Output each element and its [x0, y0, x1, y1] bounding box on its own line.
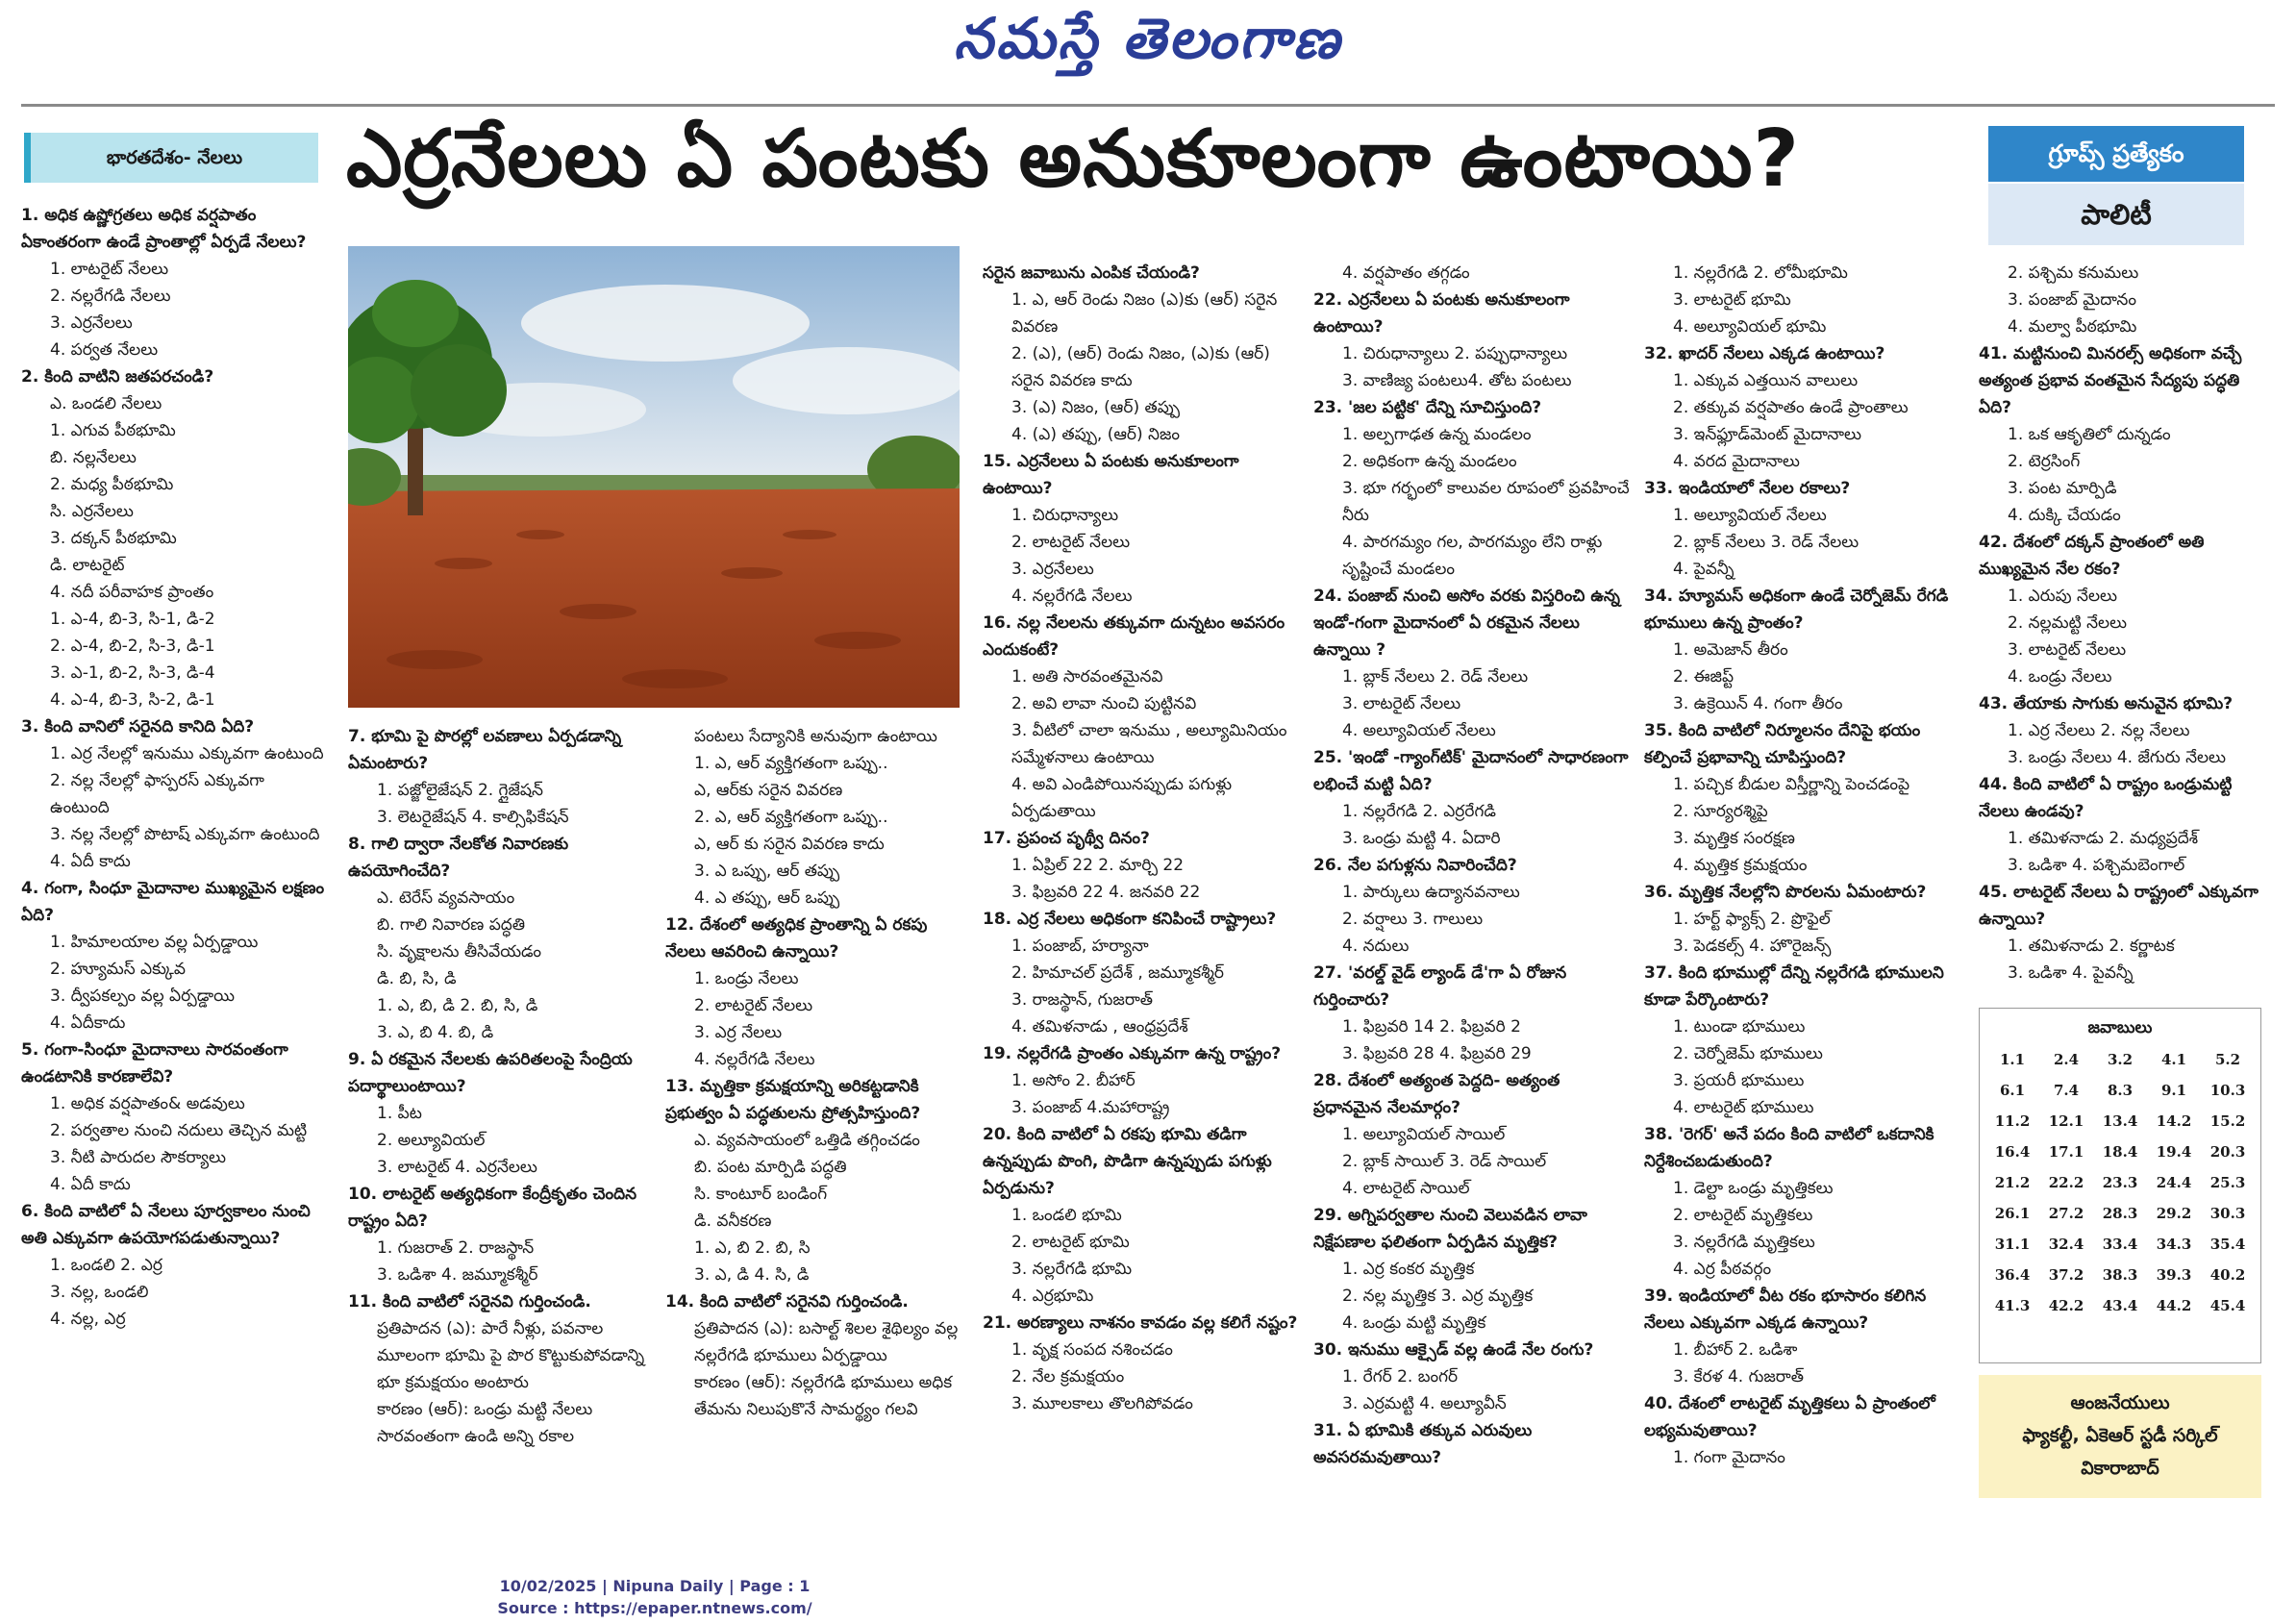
option-text: 1. ఒండలి 2. ఎర్ర: [50, 1256, 162, 1275]
answer-cell: 44.2: [2156, 1297, 2192, 1314]
option-text: 2. తక్కువ వర్షపాతం ఉండే ప్రాంతాలు: [1673, 398, 1909, 417]
option-text: 3. నల్లరేగడి భూమి: [1011, 1260, 1133, 1279]
option-text: 3. లాటరైట్ నేలలు: [2008, 640, 2127, 660]
column-7: [1979, 260, 2267, 1000]
answer-key: [1979, 1008, 2261, 1363]
question-text: 9. ఏ రకమైన నేలలకు ఉపరితలంపై సేంద్రియ పదార్థాలుంటాయి?: [348, 1050, 633, 1096]
option-text: 1. లాటరైట్ నేలలు: [50, 260, 169, 279]
answer-cell: 7.4: [2053, 1082, 2080, 1099]
option-text: 1. తమిళనాడు 2. మధ్యప్రదేశ్: [2008, 829, 2199, 848]
option-text: 1. అసోం 2. బీహార్: [1011, 1071, 1136, 1090]
option-text: 1. పజ్జోలైజేషన్ 2. గ్లైజేషన్: [377, 781, 543, 800]
option-text: 2. చెర్నోజెమ్ భూములు: [1673, 1044, 1823, 1063]
option-text: 4. ఏదీకాదు: [50, 1013, 126, 1033]
footer-source: Source : https://epaper.ntnews.com/: [497, 1599, 812, 1617]
option-text: 3. కేరళ 4. గుజరాత్: [1673, 1367, 1804, 1387]
question-text: 26. నేల పగుళ్లను నివారించేది?: [1313, 856, 1517, 875]
answer-cell: 24.4: [2156, 1174, 2192, 1191]
option-text: 3. ఒండ్రు నేలలు 4. జేగురు నేలలు: [2008, 748, 2226, 767]
option-text: 4. దుక్కి చేయడం: [2008, 506, 2121, 525]
option-text: 4. ఏదీ కాదు: [50, 852, 131, 871]
answer-cell: 23.3: [2102, 1174, 2138, 1191]
question-text: 36. మృత్తిక నేలల్లోని పొరలను ఏమంటారు?: [1644, 883, 1927, 902]
option-text: 1. తమిళనాడు 2. కర్ణాటక: [2008, 937, 2175, 956]
option-text: ఎ. ఒండలి నేలలు: [50, 394, 162, 413]
option-text: 4. ఎ తప్పు, ఆర్ ఒప్పు: [694, 888, 840, 908]
question-text: 40. దేశంలో లాటరైట్ మృత్తికలు ఏ ప్రాంతంలో లభ్యమవుతాయి?: [1644, 1394, 1935, 1440]
answer-cell: 40.2: [2209, 1266, 2246, 1284]
answer-cell: 6.1: [1999, 1082, 2026, 1099]
question-text: 3. కింది వానిలో సరైనది కానిది ఏది?: [21, 717, 255, 737]
option-text: 3. పెడకల్స్ 4. హొరైజన్స్: [1673, 937, 1832, 956]
option-text: 3. ప్రయరీ భూములు: [1673, 1071, 1805, 1090]
question-text: 18. ఎర్ర నేలలు అధికంగా కనిపించే రాష్ట్రాలు?: [983, 910, 1277, 929]
answer-cell: 8.3: [2107, 1082, 2134, 1099]
option-text: 1. ఒక ఆకృతిలో దున్నడం: [2008, 425, 2171, 444]
option-text: 3. దక్కన్ పీఠభూమి: [50, 529, 177, 548]
question-text: 33. ఇండియాలో నేలల రకాలు?: [1644, 479, 1851, 498]
option-text: 1. ఎ, ఆర్ వ్యక్తిగతంగా ఒప్పు..: [694, 754, 888, 773]
option-text: 3. పంజాబ్ మైదానం: [2008, 290, 2136, 310]
option-text: 4. అవి ఎండిపోయినప్పుడు పగుళ్లు ఏర్పడుతాయి: [1011, 775, 1233, 821]
tag-groups-special: గ్రూప్స్ ప్రత్యేకం: [1988, 126, 2244, 182]
option-text: 3. భూ గర్భంలో కాలువల రూపంలో ప్రవహించే నీరు: [1342, 479, 1630, 525]
option-text: 2. హిమాచల్ ప్రదేశ్ , జమ్మూకశ్మీర్: [1011, 963, 1224, 983]
option-text: 1. అల్పగాఢత ఉన్న మండలం: [1342, 425, 1532, 444]
question-text: 14. కింది వాటిలో సరైనవి గుర్తించండి.: [665, 1292, 909, 1312]
question-text: 22. ఎర్రనేలలు ఏ పంటకు అనుకూలంగా ఉంటాయి?: [1313, 290, 1570, 337]
option-text: 2. లాటరైట్ మృత్తికలు: [1673, 1206, 1813, 1225]
option-text: 4. పారగమ్యం గల, పారగమ్యం లేని రాళ్లు సృష్టించే మండలం: [1342, 533, 1603, 579]
option-text: 2. ఈజిప్ట్: [1673, 667, 1734, 687]
option-text: 3. ద్వీపకల్పం వల్ల ఏర్పడ్డాయి: [50, 987, 235, 1006]
option-text: 1. ఏప్రిల్ 22 2. మార్చి 22: [1011, 856, 1185, 875]
question-text: 21. అరణ్యాలు నాశనం కావడం వల్ల కలిగే నష్టం?: [983, 1313, 1298, 1333]
option-text: 1. ఎగువ పీఠభూమి: [50, 421, 176, 440]
answer-cell: 14.2: [2156, 1112, 2192, 1130]
question-text: 15. ఎర్రనేలలు ఏ పంటకు అనుకూలంగా ఉంటాయి?: [983, 452, 1239, 498]
answer-cell: 20.3: [2209, 1143, 2246, 1161]
option-text: 4. ఎర్రభూమి: [1011, 1287, 1094, 1306]
answer-cell: 3.2: [2107, 1051, 2134, 1068]
question-text: 6. కింది వాటిలో ఏ నేలలు పూర్వకాలం నుంచి అతి ఎక్కువగా ఉపయోగపడుతున్నాయి?: [21, 1202, 311, 1248]
option-text: 1. ఎక్కువ ఎత్తయిన వాలులు: [1673, 371, 1859, 390]
question-text: 42. దేశంలో దక్కన్ ప్రాంతంలో అతి ముఖ్యమైన నేల రకం?: [1979, 533, 2205, 579]
question-text: 13. మృత్తికా క్రమక్షయాన్ని అరికట్టడానికి ప్రభుత్వం ఏ పద్ధతులను ప్రోత్సహిస్తుంది?: [665, 1077, 921, 1123]
option-text: సి. ఎర్రనేలలు: [50, 502, 134, 521]
option-text: 3. నీటి పారుదల సౌకర్యాలు: [50, 1148, 226, 1167]
option-text: 1. బీహార్ 2. ఒడిశా: [1673, 1340, 1798, 1360]
option-text: 3. ఎ, డి 4. సి, డి: [694, 1265, 810, 1285]
option-text: 4. పర్వత నేలలు: [50, 340, 159, 360]
option-text: 3. ఉక్రెయిన్ 4. గంగా తీరం: [1673, 694, 1843, 713]
question-text: 8. గాలి ద్వారా నేలకోత నివారణకు ఉపయోగించేది?: [348, 835, 569, 881]
question-text: 25. 'ఇండో -గ్యాంగ్‌టిక్' మైదానంలో సాధారణంగా లభించే మట్టి ఏది?: [1313, 748, 1629, 794]
option-text: 4. అల్యూవియల్ భూమి: [1673, 317, 1827, 337]
author-place: వికారాబాద్: [2081, 1458, 2159, 1479]
question-text: 35. కింది వాటిలో నిర్మూలనం దేనిపై భయం కల్పించే ప్రభావాన్ని చూపిస్తుంది?: [1644, 721, 1921, 767]
option-text: 4. నదీ పరీవాహక ప్రాంతం: [50, 583, 214, 602]
column-6: [1644, 260, 1967, 1490]
option-text: 2. మధ్య పీఠభూమి: [50, 475, 174, 494]
option-text: 3. ఎర్రమట్టి 4. అల్యూవీన్: [1342, 1394, 1507, 1413]
answer-cell: 43.4: [2102, 1297, 2138, 1314]
option-text: ఎ. వ్యవసాయంలో ఒత్తిడి తగ్గించడం: [694, 1131, 920, 1150]
answer-cell: 34.3: [2156, 1236, 2192, 1253]
option-text: 3. ఇన్‌ఫ్లూడ్‌మెంట్ మైదానాలు: [1673, 425, 1861, 444]
column-5: [1313, 260, 1631, 1490]
question-text: 10. లాటరైట్ అత్యధికంగా కేంద్రీకృతం చెందిన రాష్ట్రం ఏది?: [348, 1185, 637, 1231]
option-text: 2. సూర్యరశ్మిపై: [1673, 802, 1768, 821]
option-text: 2. లాటరైట్ నేలలు: [694, 996, 813, 1015]
question-text: 32. ఖాదర్ నేలలు ఎక్కడ ఉంటాయి?: [1644, 344, 1885, 363]
question-text: 27. 'వరల్డ్ వైడ్ ల్యాండ్ డే'గా ఏ రోజున గుర్తించారు?: [1313, 963, 1567, 1010]
option-text: 3. ఎ-1, బి-2, సి-3, డి-4: [50, 663, 215, 683]
answer-cell: 45.4: [2209, 1297, 2246, 1314]
answer-cell: 35.4: [2209, 1236, 2246, 1253]
question-text: 12. దేశంలో అత్యధిక ప్రాంతాన్ని ఏ రకపు నేలలు ఆవరించి ఉన్నాయి?: [665, 915, 928, 962]
option-text: ఎ. టెరేస్ వ్యవసాయం: [377, 888, 515, 908]
option-text: 1. నల్లరేగడి 2. ఎర్రరేగడి: [1342, 802, 1496, 821]
question-text: 2. కింది వాటిని జతపరచండి?: [21, 367, 214, 387]
answer-cell: 22.2: [2048, 1174, 2084, 1191]
answer-cell: 30.3: [2209, 1205, 2246, 1222]
question-text: 17. ప్రపంచ పృథ్వీ దినం?: [983, 829, 1150, 848]
option-text: ఎ, ఆర్‌కు సరైన వివరణ: [694, 781, 843, 800]
answer-cell: 25.3: [2209, 1174, 2246, 1191]
option-text: 1. ఎర్ర కంకర మృత్తిక: [1342, 1260, 1475, 1279]
option-text: 2. (ఎ), (ఆర్) రెండు నిజం, (ఎ)కు (ఆర్) సరైన వివరణ కాదు: [1011, 344, 1270, 390]
option-text: 1. పంజాబ్, హర్యానా: [1011, 937, 1149, 956]
question-text: 1. అధిక ఉష్ణోగ్రతలు అధిక వర్షపాతం ఏకాంతరంగా ఉండే ప్రాంతాల్లో ఏర్పడే నేలలు?: [21, 206, 307, 252]
tag-polity: పాలిటీ: [1988, 184, 2244, 245]
answer-cell: 38.3: [2102, 1266, 2138, 1284]
option-text: 2. నల్లమట్టి నేలలు: [2008, 613, 2128, 633]
option-text: 1. పార్కులు ఉద్యానవనాలు: [1342, 883, 1520, 902]
option-text: 1. వృక్ష సంపద నశించడం: [1011, 1340, 1173, 1360]
option-text: 3. ఒడిశా 4. జమ్మూకశ్మీర్: [377, 1265, 538, 1285]
option-text: 2. బ్లాక్ సాయిల్ 3. రెడ్ సాయిల్: [1342, 1152, 1547, 1171]
option-text: 4. నదులు: [1342, 937, 1410, 956]
masthead: నమస్తే తెలంగాణ: [954, 6, 1342, 71]
option-text: 1. ఒండలి భూమి: [1011, 1206, 1122, 1225]
option-text: 3. ఒండ్రు మట్టి 4. ఏదారి: [1342, 829, 1501, 848]
option-text: 1. పీట: [377, 1104, 422, 1123]
option-text: 2. నల్లరేగడి నేలలు: [50, 287, 171, 306]
option-text: 4. ఒండ్రు నేలలు: [2008, 667, 2112, 687]
option-text: 1. ఎరుపు నేలలు: [2008, 587, 2117, 606]
question-text: 34. హ్యూమస్ అధికంగా ఉండే చెర్నోజెమ్ రేగడి భూములు ఉన్న ప్రాంతం?: [1644, 587, 1949, 633]
option-text: 2. అవి లావా నుంచి పుట్టినవి: [1011, 694, 1197, 713]
answer-cell: 21.2: [1994, 1174, 2031, 1191]
option-text: 1. హిమాలయాల వల్ల ఏర్పడ్డాయి: [50, 933, 259, 952]
option-text: 1. అమెజాన్ తీరం: [1673, 640, 1788, 660]
question-text: 11. కింది వాటిలో సరైనవి గుర్తించండి.: [348, 1292, 591, 1312]
option-text: 1. ఎ-4, బి-3, సి-1, డి-2: [50, 610, 215, 629]
answer-cell: 29.2: [2156, 1205, 2192, 1222]
option-text: 3. ఫిబ్రవరి 22 4. జనవరి 22: [1011, 883, 1201, 902]
option-text: ప్రతిపాదన (ఎ): పారే నీళ్లు, పవనాల మూలంగా భూమి పై పొర కొట్టుకుపోవడాన్ని భూ క్రమక్షయం అంటారు: [377, 1319, 645, 1392]
option-text: 3. ఒడిశా 4. పశ్చిమబెంగాల్: [2008, 856, 2185, 875]
option-text: 4. (ఎ) తప్పు, (ఆర్) నిజం: [1011, 425, 1180, 444]
answer-cell: 13.4: [2102, 1112, 2138, 1130]
question-text: 43. తేయాకు సాగుకు అనువైన భూమి?: [1979, 694, 2234, 713]
column-1: [21, 202, 327, 1490]
question-text: 23. 'జల పట్టిక' దేన్ని సూచిస్తుంది?: [1313, 398, 1542, 417]
answer-cell: 33.4: [2102, 1236, 2138, 1253]
answer-cell: 5.2: [2214, 1051, 2241, 1068]
answer-cell: 32.4: [2048, 1236, 2084, 1253]
answer-cell: 31.1: [1994, 1236, 2031, 1253]
answer-cell: 15.2: [2209, 1112, 2246, 1130]
author-box: [1979, 1375, 2261, 1498]
option-text: 3. ఫిబ్రవరి 28 4. ఫిబ్రవరి 29: [1342, 1044, 1532, 1063]
answer-cell: 41.3: [1994, 1297, 2031, 1314]
answer-cell: 36.4: [1994, 1266, 2031, 1284]
field-photo: [348, 246, 960, 708]
answer-cell: 12.1: [2048, 1112, 2084, 1130]
option-text: 2. లాటరైట్ నేలలు: [1011, 533, 1131, 552]
category-box: భారతదేశం- నేలలు: [24, 133, 318, 183]
option-text: 3. వీటిలో చాలా ఇనుము , అల్యూమినియం సమ్మేళనాలు ఉంటాయి: [1011, 721, 1287, 767]
option-text: 4. ఎ-4, బి-3, సి-2, డి-1: [50, 690, 215, 710]
question-text: 31. ఏ భూమికి తక్కువ ఎరువులు అవసరమవుతాయి?: [1313, 1421, 1533, 1467]
option-text: బి. పంట మార్పిడి పద్ధతి: [694, 1158, 847, 1177]
option-text: 3. లాటరైట్ నేలలు: [1342, 694, 1461, 713]
option-text: 2. నల్ల నేలల్లో ఫాస్పరస్ ఎక్కువగా ఉంటుంది: [50, 771, 264, 817]
answer-cell: 9.1: [2160, 1082, 2187, 1099]
option-text: 2. పశ్చిమ కనుమలు: [2008, 263, 2139, 283]
option-text: సి. కాంటూర్ బండింగ్: [694, 1185, 828, 1204]
option-text: 3. వాణిజ్య పంటలు4. తోట పంటలు: [1342, 371, 1572, 390]
question-text: 24. పంజాబ్ నుంచి అసోం వరకు విస్తరించి ఉన్న ఇండో-గంగా మైదానంలో ఏ రకమైన నేలలు ఉన్నాయి ?: [1313, 587, 1620, 660]
option-text: 1. అతి సారవంతమైనవి: [1011, 667, 1163, 687]
option-text: 1. అధిక వర్షపాతం& అడవులు: [50, 1094, 245, 1113]
option-text: 4. అల్యూవియల్ నేలలు: [1342, 721, 1496, 740]
option-text: 3. నల్లరేగడి మృత్తికలు: [1673, 1233, 1815, 1252]
answer-cell: 27.2: [2048, 1205, 2084, 1222]
option-text: 2. ఎ, ఆర్ వ్యక్తిగతంగా ఒప్పు..: [694, 808, 888, 827]
answer-cell: 4.1: [2160, 1051, 2187, 1068]
option-text: 2. లాటరైట్ భూమి: [1011, 1233, 1130, 1252]
option-text: బి. గాలి నివారణ పద్ధతి: [377, 915, 526, 935]
option-text: 1. అల్యూవియల్ సాయిల్: [1342, 1125, 1506, 1144]
option-text: 3. ఎ ఒప్పు, ఆర్ తప్పు: [694, 862, 840, 881]
headline: ఎర్రనేలలు ఏ పంటకు అనుకూలంగా ఉంటాయి?: [346, 113, 1800, 205]
question-text: 16. నల్ల నేలలను తక్కువగా దున్నటం అవసరం ఎందుకంటే?: [983, 613, 1285, 660]
option-text: 3. పంట మార్పిడి: [2008, 479, 2117, 498]
column-2: [348, 723, 654, 1490]
answer-cell: 39.3: [2156, 1266, 2192, 1284]
option-text: 3. పంజాబ్ 4.మహారాష్ట్ర: [1011, 1098, 1170, 1117]
answer-cell: 37.2: [2048, 1266, 2084, 1284]
option-text: 4. వర్షపాతం తగ్గడం: [1342, 263, 1470, 283]
option-text: 1. ఎ, ఆర్ రెండు నిజం (ఎ)కు (ఆర్) సరైన వివరణ: [1011, 290, 1278, 337]
option-text: 3. నల్ల నేలల్లో పొటాష్ ఎక్కువగా ఉంటుంది: [50, 825, 320, 844]
option-text: 2. అధికంగా ఉన్న మండలం: [1342, 452, 1517, 471]
option-text: బి. నల్లనేలలు: [50, 448, 137, 467]
option-text: 3. మూలకాలు తొలగిపోవడం: [1011, 1394, 1193, 1413]
question-text: 38. 'రెగర్' అనే పదం కింది వాటిలో ఒకదానికి నిర్దేశించబడుతుంది?: [1644, 1125, 1934, 1171]
option-text: 1. చిరుధాన్యాలు: [1011, 506, 1119, 525]
question-text: 29. అగ్నిపర్వతాల నుంచి వెలువడిన లావా నిక్షేపణాల ఫలితంగా ఏర్పడిన మృత్తిక?: [1313, 1206, 1587, 1252]
option-text: 1. ఫిబ్రవరి 14 2. ఫిబ్రవరి 2: [1342, 1017, 1521, 1037]
option-text: 1. హర్ట్ ఫ్యాక్స్ 2. ప్రొఫైల్: [1673, 910, 1831, 929]
question-text: 45. లాటరైట్ నేలలు ఏ రాష్ట్రంలో ఎక్కువగా ఉన్నాయి?: [1979, 883, 2259, 929]
question-text: 20. కింది వాటిలో ఏ రకపు భూమి తడిగా ఉన్నప్పుడు పొంగి, పొడిగా ఉన్నప్పుడు పగుళ్లు ఏర్పడును?: [983, 1125, 1272, 1198]
option-text: 3. (ఎ) నిజం, (ఆర్) తప్పు: [1011, 398, 1180, 417]
option-text: సి. వృక్షాలను తీసివేయడం: [377, 942, 541, 962]
answer-key-title: జవాబులు: [2087, 1018, 2153, 1037]
masthead-rule: [21, 104, 2275, 107]
question-text: సరైన జవాబును ఎంపిక చేయండి?: [983, 263, 1200, 283]
option-text: 4. నల్ల, ఎర్ర: [50, 1310, 126, 1329]
option-text: 2. వర్షాలు 3. గాలులు: [1342, 910, 1484, 929]
answer-cell: 17.1: [2048, 1143, 2084, 1161]
option-text: 4. నల్లరేగడి నేలలు: [1011, 587, 1133, 606]
option-text: 3. ఎ, బి 4. బి, డి: [377, 1023, 494, 1042]
option-text: 1. ఎ, బి 2. బి, సి: [694, 1238, 811, 1258]
option-text: 1. బ్లాక్ నేలలు 2. రెడ్ నేలలు: [1342, 667, 1529, 687]
option-text: 4. తమిళనాడు , ఆంధ్రప్రదేశ్: [1011, 1017, 1188, 1037]
option-text: 2. హ్యూమస్ ఎక్కువ: [50, 960, 186, 979]
option-text: 2. పర్వతాల నుంచి నదులు తెచ్చిన మట్టి: [50, 1121, 308, 1140]
answer-cell: 10.3: [2209, 1082, 2246, 1099]
question-text: 30. ఇనుము ఆక్సైడ్ వల్ల ఉండే నేల రంగు?: [1313, 1340, 1594, 1360]
option-text: 1. ఎ, బి, డి 2. బి, సి, డి: [377, 996, 538, 1015]
option-text: 2. నేల క్రమక్షయం: [1011, 1367, 1125, 1387]
option-text: 4. వరద మైదానాలు: [1673, 452, 1800, 471]
column-3: [665, 723, 971, 1490]
answer-cell: 18.4: [2102, 1143, 2138, 1161]
option-text: పంటలు సేద్యానికి అనువుగా ఉంటాయి: [694, 727, 937, 746]
option-text: 3. లాటరైట్ 4. ఎర్రనేలలు: [377, 1158, 537, 1177]
option-text: కారణం (ఆర్): నల్లరేగడి భూములు అధిక తేమను నిలుపుకొనే సామర్థ్యం గలవి: [694, 1373, 953, 1419]
option-text: 4. లాటరైట్ సాయిల్: [1342, 1179, 1470, 1198]
answer-cell: 19.4: [2156, 1143, 2192, 1161]
option-text: 3. లెటరైజేషన్ 4. కాల్సిఫికేషన్: [377, 808, 569, 827]
option-text: 1. రేగర్ 2. బంగర్: [1342, 1367, 1459, 1387]
option-text: 1. గంగా మైదానం: [1673, 1448, 1785, 1467]
option-text: ఎ, ఆర్ కు సరైన వివరణ కాదు: [694, 835, 885, 854]
question-text: 4. గంగా, సింధూ మైదానాల ముఖ్యమైన లక్షణం ఏది?: [21, 879, 325, 925]
option-text: కారణం (ఆర్): ఒండ్రు మట్టి నేలలు సారవంతంగా ఉండి అన్ని రకాల: [377, 1400, 593, 1446]
option-text: డి. బి, సి, డి: [377, 969, 457, 988]
option-text: డి. వనీకరణ: [694, 1212, 772, 1231]
option-text: 1. ఎర్ర నేలల్లో ఇనుము ఎక్కువగా ఉంటుంది: [50, 744, 324, 763]
option-text: 4. మృత్తిక క్రమక్షయం: [1673, 856, 1808, 875]
option-text: 2. టెర్రసింగ్: [2008, 452, 2081, 471]
option-text: 1. గుజరాత్ 2. రాజస్థాన్: [377, 1238, 535, 1258]
option-text: 1. చిరుధాన్యాలు 2. పప్పుధాన్యాలు: [1342, 344, 1568, 363]
answer-cell: 1.1: [1999, 1051, 2026, 1068]
option-text: 3. లాటరైట్ భూమి: [1673, 290, 1791, 310]
option-text: 2. ఎ-4, బి-2, సి-3, డి-1: [50, 637, 215, 656]
question-text: 7. భూమి పై పొరల్లో లవణాలు ఏర్పడడాన్ని ఏమంటారు?: [348, 727, 622, 773]
option-text: 3. ఒడిశా 4. పైవన్నీ: [2008, 963, 2134, 983]
question-text: 37. కింది భూముల్లో దేన్ని నల్లరేగడి భూములని కూడా పేర్కొంటారు?: [1644, 963, 1944, 1010]
option-text: 1. ఒండ్రు నేలలు: [694, 969, 799, 988]
red-soil-field-image: [348, 246, 960, 708]
answer-cell: 28.3: [2102, 1205, 2138, 1222]
option-text: 4. లాటరైట్ భూములు: [1673, 1098, 1814, 1117]
question-text: 5. గంగా-సింధూ మైదానాలు సారవంతంగా ఉండటానికి కారణాలేవి?: [21, 1040, 288, 1087]
option-text: 1. ఎర్ర నేలలు 2. నల్ల నేలలు: [2008, 721, 2190, 740]
question-text: 44. కింది వాటిలో ఏ రాష్ట్రం ఒండ్రుమట్టి నేలలు ఉండవు?: [1979, 775, 2233, 821]
option-text: ప్రతిపాదన (ఎ): బసాల్ట్ శిలల శైథిల్యం వల్ల నల్లరేగడి భూములు ఏర్పడ్డాయి: [694, 1319, 959, 1365]
option-text: 4. ఒండ్రు మట్టి మృత్తిక: [1342, 1313, 1486, 1333]
option-text: 2. బ్లాక్ నేలలు 3. రెడ్ నేలలు: [1673, 533, 1859, 552]
option-text: 1. టుండా భూములు: [1673, 1017, 1806, 1037]
answer-cell: 26.1: [1994, 1205, 2031, 1222]
author-name: ఆంజనేయులు: [2070, 1392, 2170, 1413]
answer-cell: 42.2: [2048, 1297, 2084, 1314]
option-text: 1. డెల్టా ఒండ్రు మృత్తికలు: [1673, 1179, 1834, 1198]
answer-grid: [1985, 1051, 2255, 1314]
column-4: [983, 260, 1300, 1490]
question-text: 41. మట్టినుంచి మినరల్స్ అధికంగా వచ్చే అత్యంత ప్రభావ వంతమైన సేద్యపు పద్ధతి ఏది?: [1979, 344, 2242, 417]
option-text: 4. పైవన్నీ: [1673, 560, 1734, 579]
answer-cell: 2.4: [2053, 1051, 2080, 1068]
question-text: 28. దేశంలో అత్యంత పెద్దది- అత్యంత ప్రధానమైన నేలమార్గం?: [1313, 1071, 1560, 1117]
author-title: ఫ్యాకల్టీ, ఏకెఆర్ స్టడీ సర్కిల్: [2022, 1425, 2218, 1446]
question-text: 39. ఇండియాలో వీట రకం భూసారం కలిగిన నేలలు ఎక్కువగా ఎక్కడ ఉన్నాయి?: [1644, 1287, 1927, 1333]
answer-cell: 11.2: [1994, 1112, 2031, 1130]
option-text: 1. అల్యూవియల్ నేలలు: [1673, 506, 1827, 525]
option-text: 3. ఎర్ర నేలలు: [694, 1023, 783, 1042]
option-text: 3. నల్ల, ఒండలి: [50, 1283, 149, 1302]
option-text: 3. మృత్తిక సంరక్షణ: [1673, 829, 1795, 848]
option-text: 3. ఎర్రనేలలు: [50, 313, 133, 333]
option-text: 1. పచ్చిక బీడుల విస్తీర్ణాన్ని పెంచడంపై: [1673, 775, 1910, 794]
option-text: 4. నల్లరేగడి నేలలు: [694, 1050, 815, 1069]
option-text: 1. నల్లరేగడి 2. లోమీభూమి: [1673, 263, 1848, 283]
option-text: 4. ఏదీ కాదు: [50, 1175, 131, 1194]
option-text: 3. రాజస్థాన్, గుజరాత్: [1011, 990, 1154, 1010]
answer-cell: 16.4: [1994, 1143, 2031, 1161]
option-text: 3. ఎర్రనేలలు: [1011, 560, 1094, 579]
option-text: 2. అల్యూవియల్: [377, 1131, 486, 1150]
option-text: 4. ఎర్ర పీఠవర్గం: [1673, 1260, 1772, 1279]
footer-date: 10/02/2025 | Nipuna Daily | Page : 1: [499, 1577, 811, 1595]
option-text: డి. లాటరైట్: [50, 556, 125, 575]
option-text: 2. నల్ల మృత్తిక 3. ఎర్ర మృత్తిక: [1342, 1287, 1534, 1306]
question-text: 19. నల్లరేగడి ప్రాంతం ఎక్కువగా ఉన్న రాష్ట్రం?: [983, 1044, 1282, 1063]
option-text: 4. మల్వా పీఠభూమి: [2008, 317, 2137, 337]
